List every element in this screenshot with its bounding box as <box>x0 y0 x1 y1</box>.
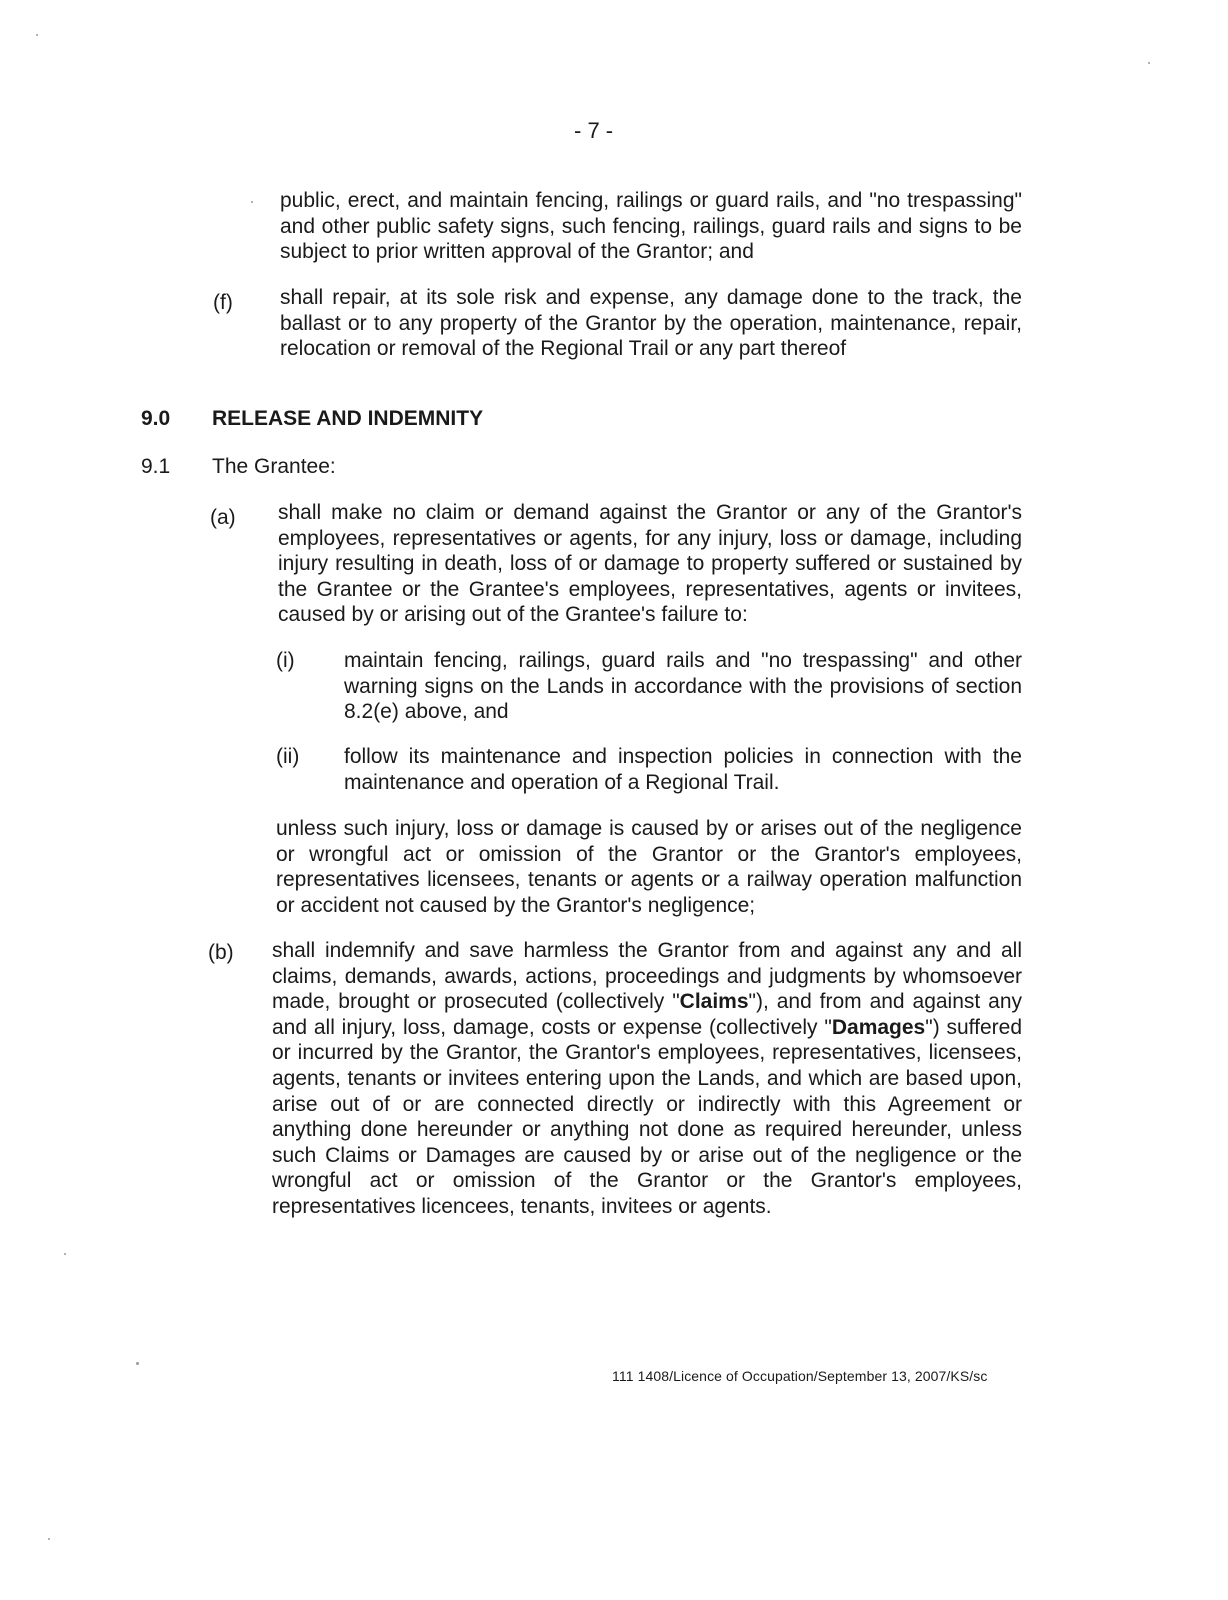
clause-f-label: (f) <box>213 291 233 314</box>
sub-clause-ii-text: follow its maintenance and inspection policies in connection with the maintenance and operation of a Regional Trail. <box>344 745 1022 794</box>
section-9-1-text: The Grantee: <box>212 455 336 478</box>
clause-a-label: (a) <box>210 506 236 529</box>
clause-b-text <box>272 938 1022 1220</box>
scan-speck <box>251 201 253 203</box>
scan-speck <box>48 1538 50 1540</box>
page-number: - 7 - <box>574 118 614 143</box>
clause-b-text-part-2: "), and from and against any and all injury, loss, damage, costs or expense (collectively " <box>272 990 1022 1039</box>
sub-clause-ii-label: (ii) <box>276 745 300 768</box>
section-9-title: RELEASE AND INDEMNITY <box>212 407 484 430</box>
sub-clause-i-label: (i) <box>276 649 295 672</box>
clause-a-text: shall make no claim or demand against the Grantor or any of the Grantor's employees, representatives or agents, for any injury, loss or damage, including injury resulting in death, loss of or damage to property suffered or sustained by the Grantee or the Grantee's employees, representatives, agents or invitees, caused by or arising out of the Grantee's failure to: <box>278 501 1022 627</box>
clause-a-unless-text: unless such injury, loss or damage is caused by or arises out of the negligence or wrongful act or omission of the Grantor or the Grantor's employees, representatives licensees, tenants or agents or a railway operation malfunction or accident not caused by the Grantor's negligence; <box>276 817 1022 917</box>
clause-e-continuation: public, erect, and maintain fencing, railings or guard rails, and "no trespassing" and other public safety signs, such fencing, railings, guard rails and signs to be subject to prior written approval of the Grantor; and <box>280 189 1022 264</box>
scan-speck <box>1148 62 1150 64</box>
scan-speck <box>64 1253 66 1255</box>
section-9-number: 9.0 <box>141 407 171 430</box>
scan-speck <box>136 1362 139 1365</box>
scan-speck <box>36 34 38 36</box>
document-footer: 111 1408/Licence of Occupation/September 13, 2007/KS/sc <box>612 1368 988 1384</box>
section-9-1-number: 9.1 <box>141 455 171 478</box>
defined-term-damages: Damages <box>831 1015 926 1039</box>
defined-term-claims: Claims <box>679 990 749 1014</box>
clause-b-text-part-1: shall indemnify and save harmless the Grantor from and against any and all claims, demands, awards, actions, proceedings and judgments by whomsoever made, brought or prosecuted (collectively " <box>272 939 1022 1014</box>
clause-b-text-part-3: ") suffered or incurred by the Grantor, the Grantor's employees, representatives, licensees, agents, tenants or invitees entering upon the Lands, and which are based upon, arise out of or are connected directly or indirectly with this Agreement or anything done hereunder or anything not done as required hereunder, unless such Claims or Damages are caused by or arise out of the negligence or the wrongful act or omission of the Grantor or the Grantor's employees, representatives licencees, tenants, invitees or agents. <box>272 1015 1022 1218</box>
clause-f-text: shall repair, at its sole risk and expense, any damage done to the track, the ballast or to any property of the Grantor by the operation, maintenance, repair, relocation or removal of the Regional Trail or any part thereof <box>280 286 1022 361</box>
clause-b-label: (b) <box>208 941 234 964</box>
sub-clause-i-text: maintain fencing, railings, guard rails and "no trespassing" and other warning signs on the Lands in accordance with the provisions of section 8.2(e) above, and <box>344 649 1022 724</box>
